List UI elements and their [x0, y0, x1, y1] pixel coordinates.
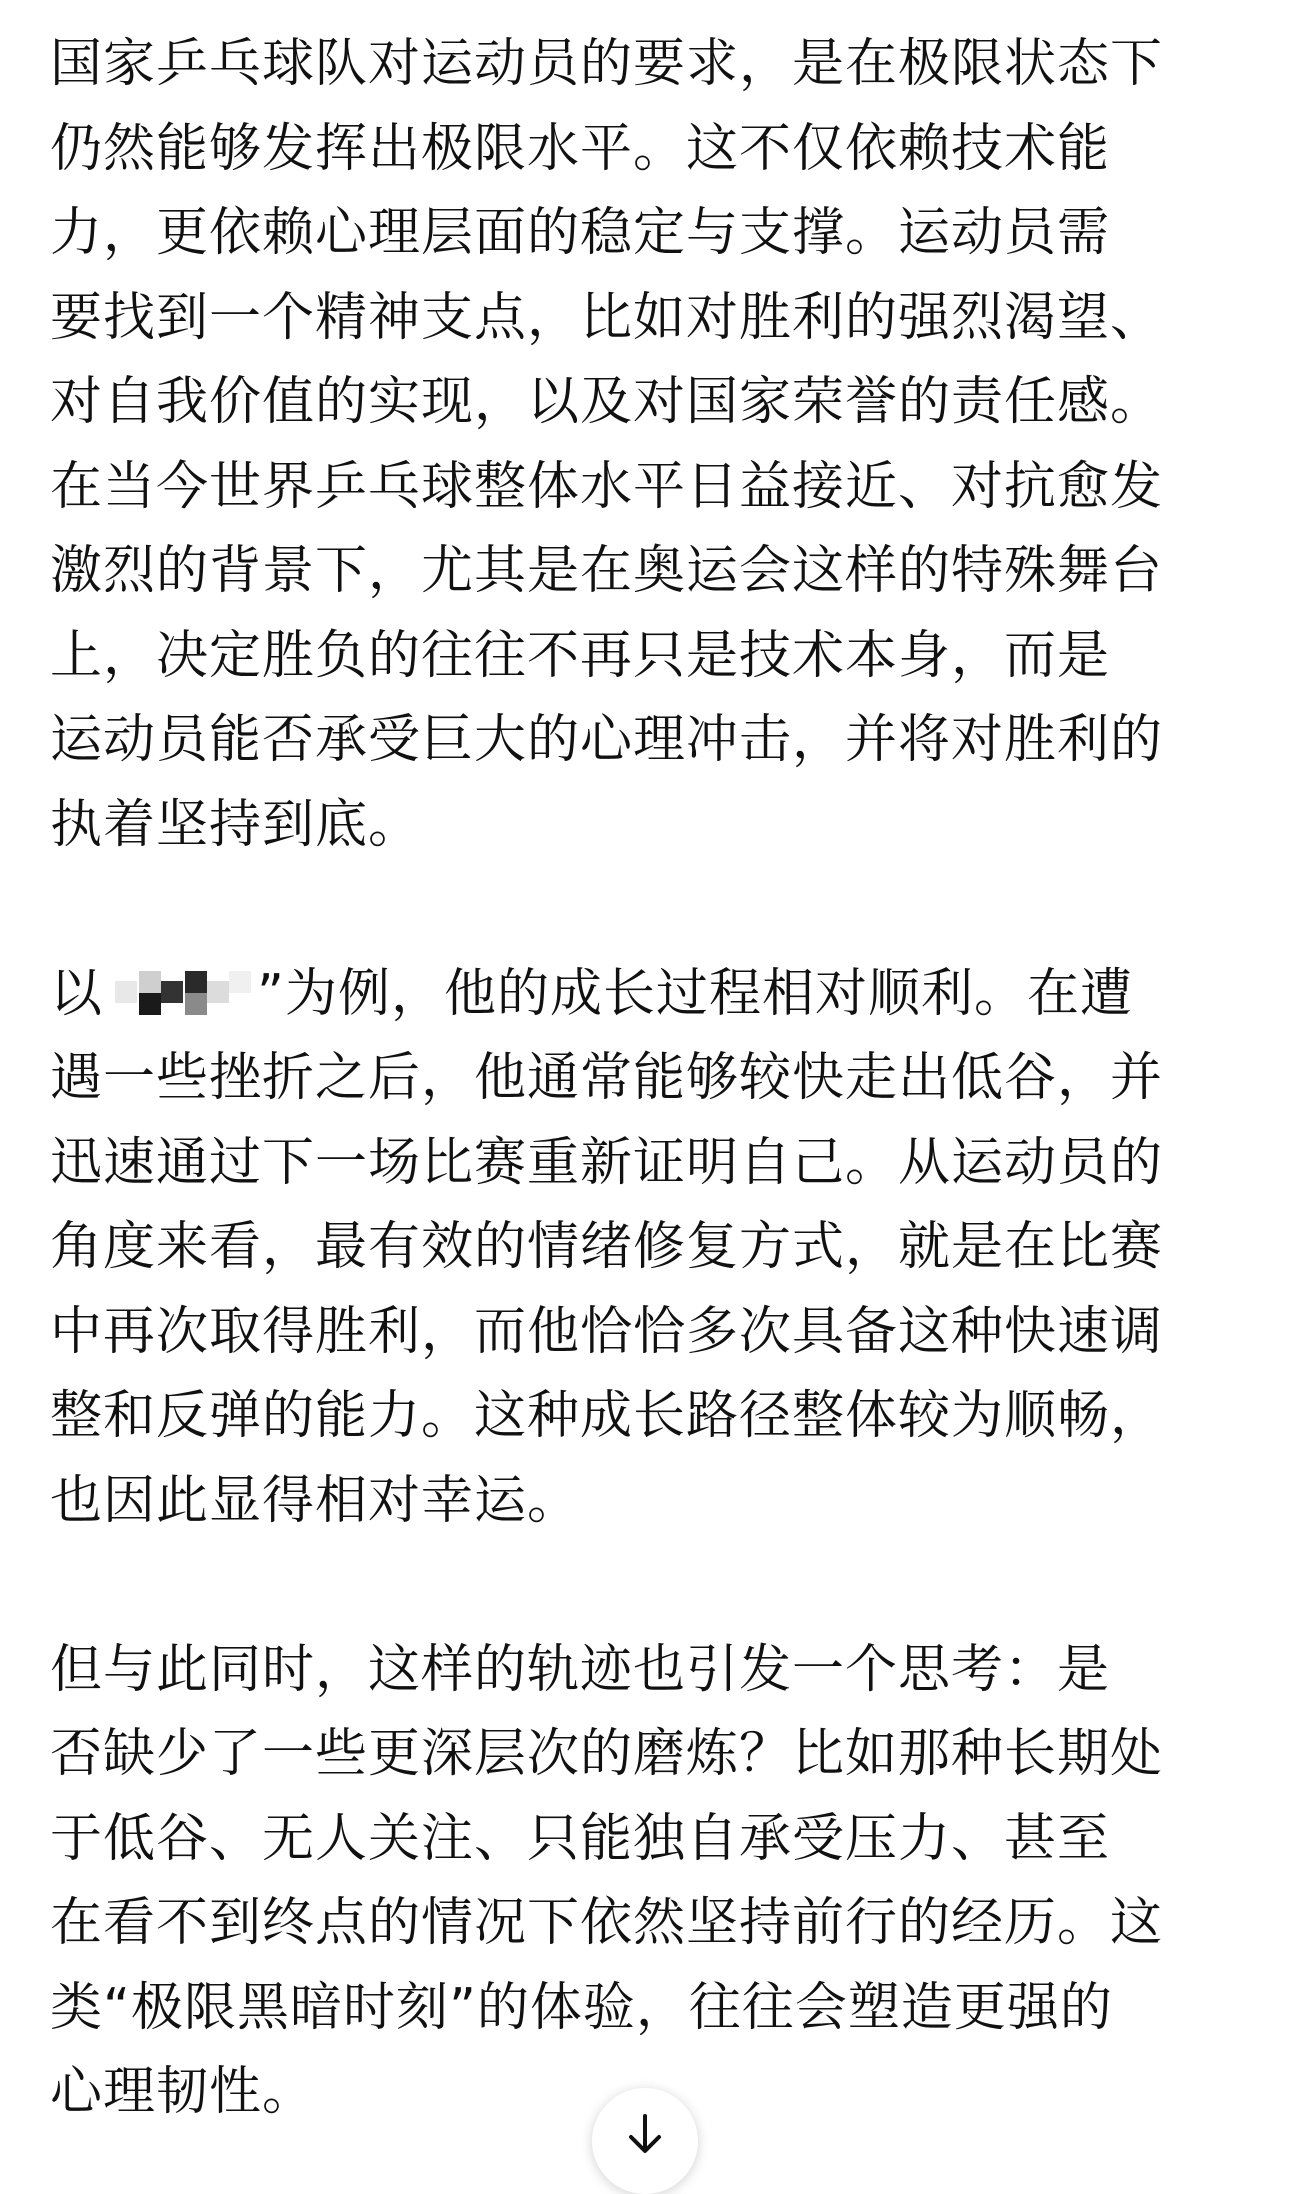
article-body	[50, 22, 1250, 2135]
paragraph-1-line: 对自我价值的实现，以及对国家荣誉的责任感。	[50, 372, 1164, 432]
paragraph-2-line: 迅速通过下一场比赛重新证明自己。从运动员的	[50, 1132, 1164, 1193]
paragraph-1-line: 在当今世界乒乓球整体水平日益接近、对抗愈发	[50, 456, 1164, 517]
paragraph-2-line: 遇一些挫折之后，他通常能够较快走出低谷，并	[50, 1048, 1164, 1108]
paragraph-1-line: 激烈的背景下，尤其是在奥运会这样的特殊舞台	[50, 541, 1164, 601]
paragraph-2-line: 中再次取得胜利，而他恰恰多次具备这种快速调	[50, 1301, 1164, 1362]
paragraph-3-line: 否缺少了一些更深层次的磨炼？比如那种长期处	[50, 1724, 1164, 1784]
paragraph-spacer	[50, 867, 1250, 952]
paragraph-spacer	[50, 1543, 1250, 1628]
paragraph-2-suffix: ”为例，他的成长过程相对顺利。在遭	[257, 963, 1133, 1024]
paragraph-2-line	[50, 952, 1250, 1037]
paragraph-3-line: 心理韧性。	[50, 2062, 316, 2122]
paragraph-2-line: 角度来看，最有效的情绪修复方式，就是在比赛	[50, 1217, 1164, 1277]
redacted-name-mosaic	[105, 967, 255, 1019]
paragraph-1-line: 国家乒乓球队对运动员的要求，是在极限状态下	[50, 34, 1164, 94]
paragraph-1-line: 执着坚持到底。	[50, 794, 422, 855]
paragraph-1-line: 上，决定胜负的往往不再只是技术本身，而是	[50, 625, 1111, 686]
paragraph-1-line: 要找到一个精神支点，比如对胜利的强烈渴望、	[50, 287, 1164, 348]
paragraph-2-line: 也因此显得相对幸运。	[50, 1470, 581, 1531]
paragraph-3-line: 于低谷、无人关注、只能独自承受压力、甚至	[50, 1808, 1111, 1869]
paragraph-3-line: 但与此同时，这样的轨迹也引发一个思考：是	[50, 1639, 1111, 1700]
paragraph-1-line: 仍然能够发挥出极限水平。这不仅依赖技术能	[50, 118, 1111, 179]
paragraph-3	[50, 1628, 1250, 2135]
paragraph-1-line: 力，更依赖心理层面的稳定与支撑。运动员需	[50, 203, 1111, 263]
paragraph-2	[50, 952, 1250, 1544]
paragraph-3-line: 类“极限黑暗时刻”的体验，往往会塑造更强的	[50, 1977, 1113, 2038]
paragraph-1-line: 运动员能否承受巨大的心理冲击，并将对胜利的	[50, 710, 1164, 770]
paragraph-2-line: 整和反弹的能力。这种成长路径整体较为顺畅，	[50, 1386, 1164, 1446]
paragraph-2-prefix: 以	[50, 963, 104, 1024]
paragraph-1	[50, 22, 1250, 867]
paragraph-3-line: 在看不到终点的情况下依然坚持前行的经历。这	[50, 1893, 1164, 1953]
arrow-down-icon	[621, 2110, 669, 2158]
scroll-down-button[interactable]	[592, 2088, 698, 2194]
